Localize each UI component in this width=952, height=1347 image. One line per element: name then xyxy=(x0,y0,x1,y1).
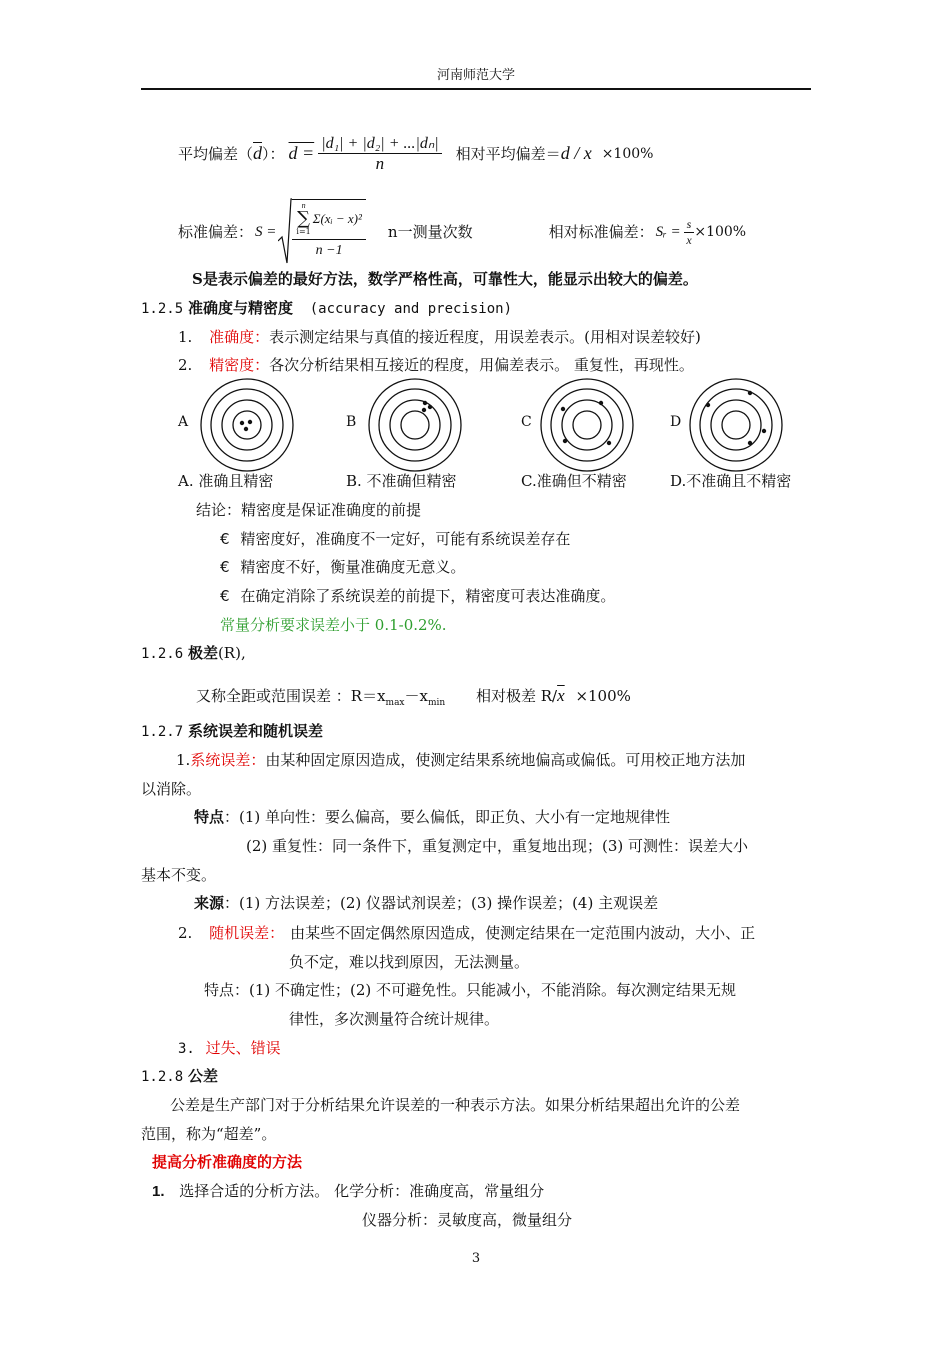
target-c-point xyxy=(599,401,603,405)
sum-top: n xyxy=(301,200,306,210)
section-number: 1.2.7 xyxy=(141,724,184,740)
bullet-text: 在确定消除了系统误差的前提下，精密度可表达准确度。 xyxy=(240,587,616,605)
target-letter-c: C xyxy=(521,414,532,430)
avg-dev-numerator: |d₁| + |d₂| + ...|dₙ| xyxy=(318,134,441,154)
item-number: 1. xyxy=(176,751,191,769)
sum-bottom: i=1 xyxy=(296,226,311,236)
target-d-point xyxy=(748,441,752,445)
item-number: 2. xyxy=(178,356,193,374)
range-text: 又称全距或范围误差 ：R＝x xyxy=(196,687,386,705)
systematic-sources xyxy=(194,894,658,912)
random-error-term: 随机误差： xyxy=(209,924,285,942)
avg-dev-formula xyxy=(178,128,653,180)
target-d-diagram xyxy=(688,377,784,473)
systematic-error-line1 xyxy=(176,751,745,769)
avg-dev-label: 平均偏差（ xyxy=(178,145,254,163)
target-caption-b: B. 不准确但精密 xyxy=(346,472,457,490)
std-dev-sum-term: Σ(xᵢ − x)² xyxy=(312,210,362,226)
rel-range-pct: ×100% xyxy=(575,687,631,705)
features-label: 特点 xyxy=(194,808,225,826)
section-125-heading xyxy=(141,299,512,318)
range-definition xyxy=(196,686,631,709)
section-title: 准确度与精密度 xyxy=(187,299,293,317)
improve-item1-text: 选择合适的分析方法。 化学分析：准确度高，常量组分 xyxy=(179,1182,545,1200)
bullet-item xyxy=(220,558,465,576)
bullet-text: 精密度好，准确度不一定好，可能有系统误差存在 xyxy=(240,530,571,548)
target-a-diagram xyxy=(199,377,295,473)
target-b-diagram xyxy=(367,377,463,473)
rel-avg-dev-label: 相对平均偏差＝ xyxy=(455,145,561,163)
item-number: 1. xyxy=(178,328,193,346)
accuracy-text: 表示测定结果与真值的接近程度，用误差表示。(用相对误差较好) xyxy=(269,328,701,346)
bullet-item xyxy=(220,530,570,548)
sqrt-sign-icon xyxy=(278,197,292,267)
target-caption-d: D.不准确且不精密 xyxy=(670,472,792,490)
avg-dev-symbol: $\overline{d}$ xyxy=(253,143,263,164)
features-text: ：(1) 单向性：要么偏高，要么偏低，即正负、大小有一定地规律性 xyxy=(224,808,671,826)
target-a-point xyxy=(244,427,248,431)
sources-label: 来源 xyxy=(194,894,225,912)
std-dev-numerator xyxy=(292,200,366,240)
rel-avg-dev-pct: ×100% xyxy=(601,145,654,162)
sources-text: ：(1) 方法误差；(2) 仪器试剂误差；(3) 操作误差；(4) 主观误差 xyxy=(224,894,659,912)
random-error-text: 由某些不固定偶然原因造成，使测定结果在一定范围内波动，大小、正 xyxy=(290,924,756,942)
section-title: 系统误差和随机误差 xyxy=(187,722,323,740)
sum-limits xyxy=(296,202,310,236)
target-caption-c: C.准确但不精密 xyxy=(521,472,627,490)
std-dev-denominator: n −1 xyxy=(315,242,343,258)
precision-text: 各次分析结果相互接近的程度，用偏差表示。 重复性，再现性。 xyxy=(269,356,694,374)
gross-error xyxy=(178,1039,281,1058)
std-dev-label: 标准偏差： xyxy=(178,223,254,241)
bullet-icon: € xyxy=(220,530,230,548)
rel-std-numerator: s xyxy=(684,217,695,232)
improve-item1-line2: 仪器分析：灵敏度高，微量组分 xyxy=(362,1211,573,1229)
section-title: 公差 xyxy=(187,1067,218,1085)
section-126-heading xyxy=(141,644,246,663)
n-meaning: n一测量次数 xyxy=(387,223,473,241)
target-c-point xyxy=(563,439,567,443)
systematic-error-text: 由某种固定原因造成，使测定结果系统地偏高或偏低。可用校正地方法加 xyxy=(265,751,746,769)
target-c-point xyxy=(607,441,611,445)
std-dev-formula xyxy=(178,192,746,272)
rel-avg-dev-expr: d / x xyxy=(560,143,592,164)
requirement-note: 常量分析要求误差小于 0.1-0.2%. xyxy=(220,616,447,634)
rel-range-label: 相对极差 R/ xyxy=(475,687,558,705)
bullet-item xyxy=(220,587,615,605)
tolerance-text-line1: 公差是生产部门对于分析结果允许误差的一种表示方法。如果分析结果超出允许的公差 xyxy=(170,1096,741,1114)
systematic-features-line2: (2) 重复性：同一条件下，重复测定中，重复地出现；(3) 可测性：误差大小 xyxy=(246,837,749,855)
section-128-heading xyxy=(141,1067,218,1086)
accuracy-definition xyxy=(178,328,701,346)
page-number: 3 xyxy=(471,1251,481,1266)
bullet-icon: € xyxy=(220,558,230,576)
systematic-features-line3: 基本不变。 xyxy=(141,866,217,884)
target-d-point xyxy=(748,391,752,395)
avg-dev-denominator: n xyxy=(375,153,385,173)
target-a-point xyxy=(240,421,244,425)
target-b-point xyxy=(428,405,432,409)
tolerance-text-line2: 范围，称为“超差”。 xyxy=(141,1125,277,1143)
improve-item1 xyxy=(152,1182,544,1201)
random-features-line1: 特点：(1) 不确定性；(2) 不可避免性。只能减小，不能消除。每次测定结果无规 xyxy=(204,981,737,999)
target-letter-b: B xyxy=(346,414,357,430)
header-rule xyxy=(141,88,811,90)
target-letter-d: D xyxy=(670,414,682,430)
rel-std-label: 相对标准偏差： xyxy=(548,223,654,241)
gross-error-term: 过失、错误 xyxy=(205,1039,281,1057)
precision-term: 精密度： xyxy=(209,356,270,374)
systematic-error-term: 系统误差： xyxy=(190,751,266,769)
conclusion: 结论：精密度是保证准确度的前提 xyxy=(196,501,422,519)
s-note: S是表示偏差的最好方法，数学严格性高，可靠性大，能显示出较大的偏差。 xyxy=(192,270,698,288)
avg-dev-lhs: d = xyxy=(288,143,315,164)
target-letter-a: A xyxy=(178,414,189,430)
systematic-error-line2: 以消除。 xyxy=(141,780,202,798)
rel-std-lhs: Sᵣ = xyxy=(655,224,681,240)
std-dev-fraction xyxy=(292,199,366,260)
sub-min: min xyxy=(427,698,446,708)
section-english: (accuracy and precision) xyxy=(309,301,513,317)
random-features-line2: 律性，多次测量符合统计规律。 xyxy=(289,1010,500,1028)
section-number: 1.2.6 xyxy=(141,646,184,662)
section-title: 极差 xyxy=(187,644,218,662)
item-number: 2. xyxy=(178,924,193,942)
target-a-point xyxy=(248,420,252,424)
target-b-point xyxy=(423,401,427,405)
target-c-diagram xyxy=(539,377,635,473)
rel-std-denominator: x xyxy=(686,232,692,247)
random-error-line2: 负不定，难以找到原因，无法测量。 xyxy=(289,953,530,971)
target-d-point xyxy=(706,403,710,407)
avg-dev-close: ）： xyxy=(262,145,285,163)
bullet-icon: € xyxy=(220,587,230,605)
sum-icon: ∑ xyxy=(297,207,310,229)
std-dev-lhs: S = xyxy=(255,224,277,240)
item-number: 1. xyxy=(152,1183,165,1200)
accuracy-term: 准确度： xyxy=(209,328,270,346)
avg-dev-fraction xyxy=(318,134,441,175)
range-minus: －x xyxy=(404,687,428,705)
section-number: 1.2.8 xyxy=(141,1069,184,1085)
rel-range-x: $\overline{x}$ xyxy=(557,686,565,705)
section-127-heading xyxy=(141,722,323,741)
bullet-text: 精密度不好，衡量准确度无意义。 xyxy=(240,558,466,576)
sub-max: max xyxy=(385,698,405,708)
rel-std-pct: ×100% xyxy=(694,223,747,240)
item-number: 3. xyxy=(178,1041,195,1057)
precision-definition xyxy=(178,356,694,374)
improve-heading: 提高分析准确度的方法 xyxy=(152,1153,303,1171)
target-d-point xyxy=(762,429,766,433)
target-caption-a: A. 准确且精密 xyxy=(178,472,274,490)
target-c-point xyxy=(561,407,565,411)
systematic-features-line1 xyxy=(194,808,670,826)
section-suffix: (R), xyxy=(217,644,246,662)
target-b-point xyxy=(422,408,426,412)
rel-std-fraction xyxy=(684,217,695,247)
section-number: 1.2.5 xyxy=(141,301,184,317)
page-header-title: 河南师范大学 xyxy=(436,68,515,83)
random-error-line1 xyxy=(178,924,755,942)
